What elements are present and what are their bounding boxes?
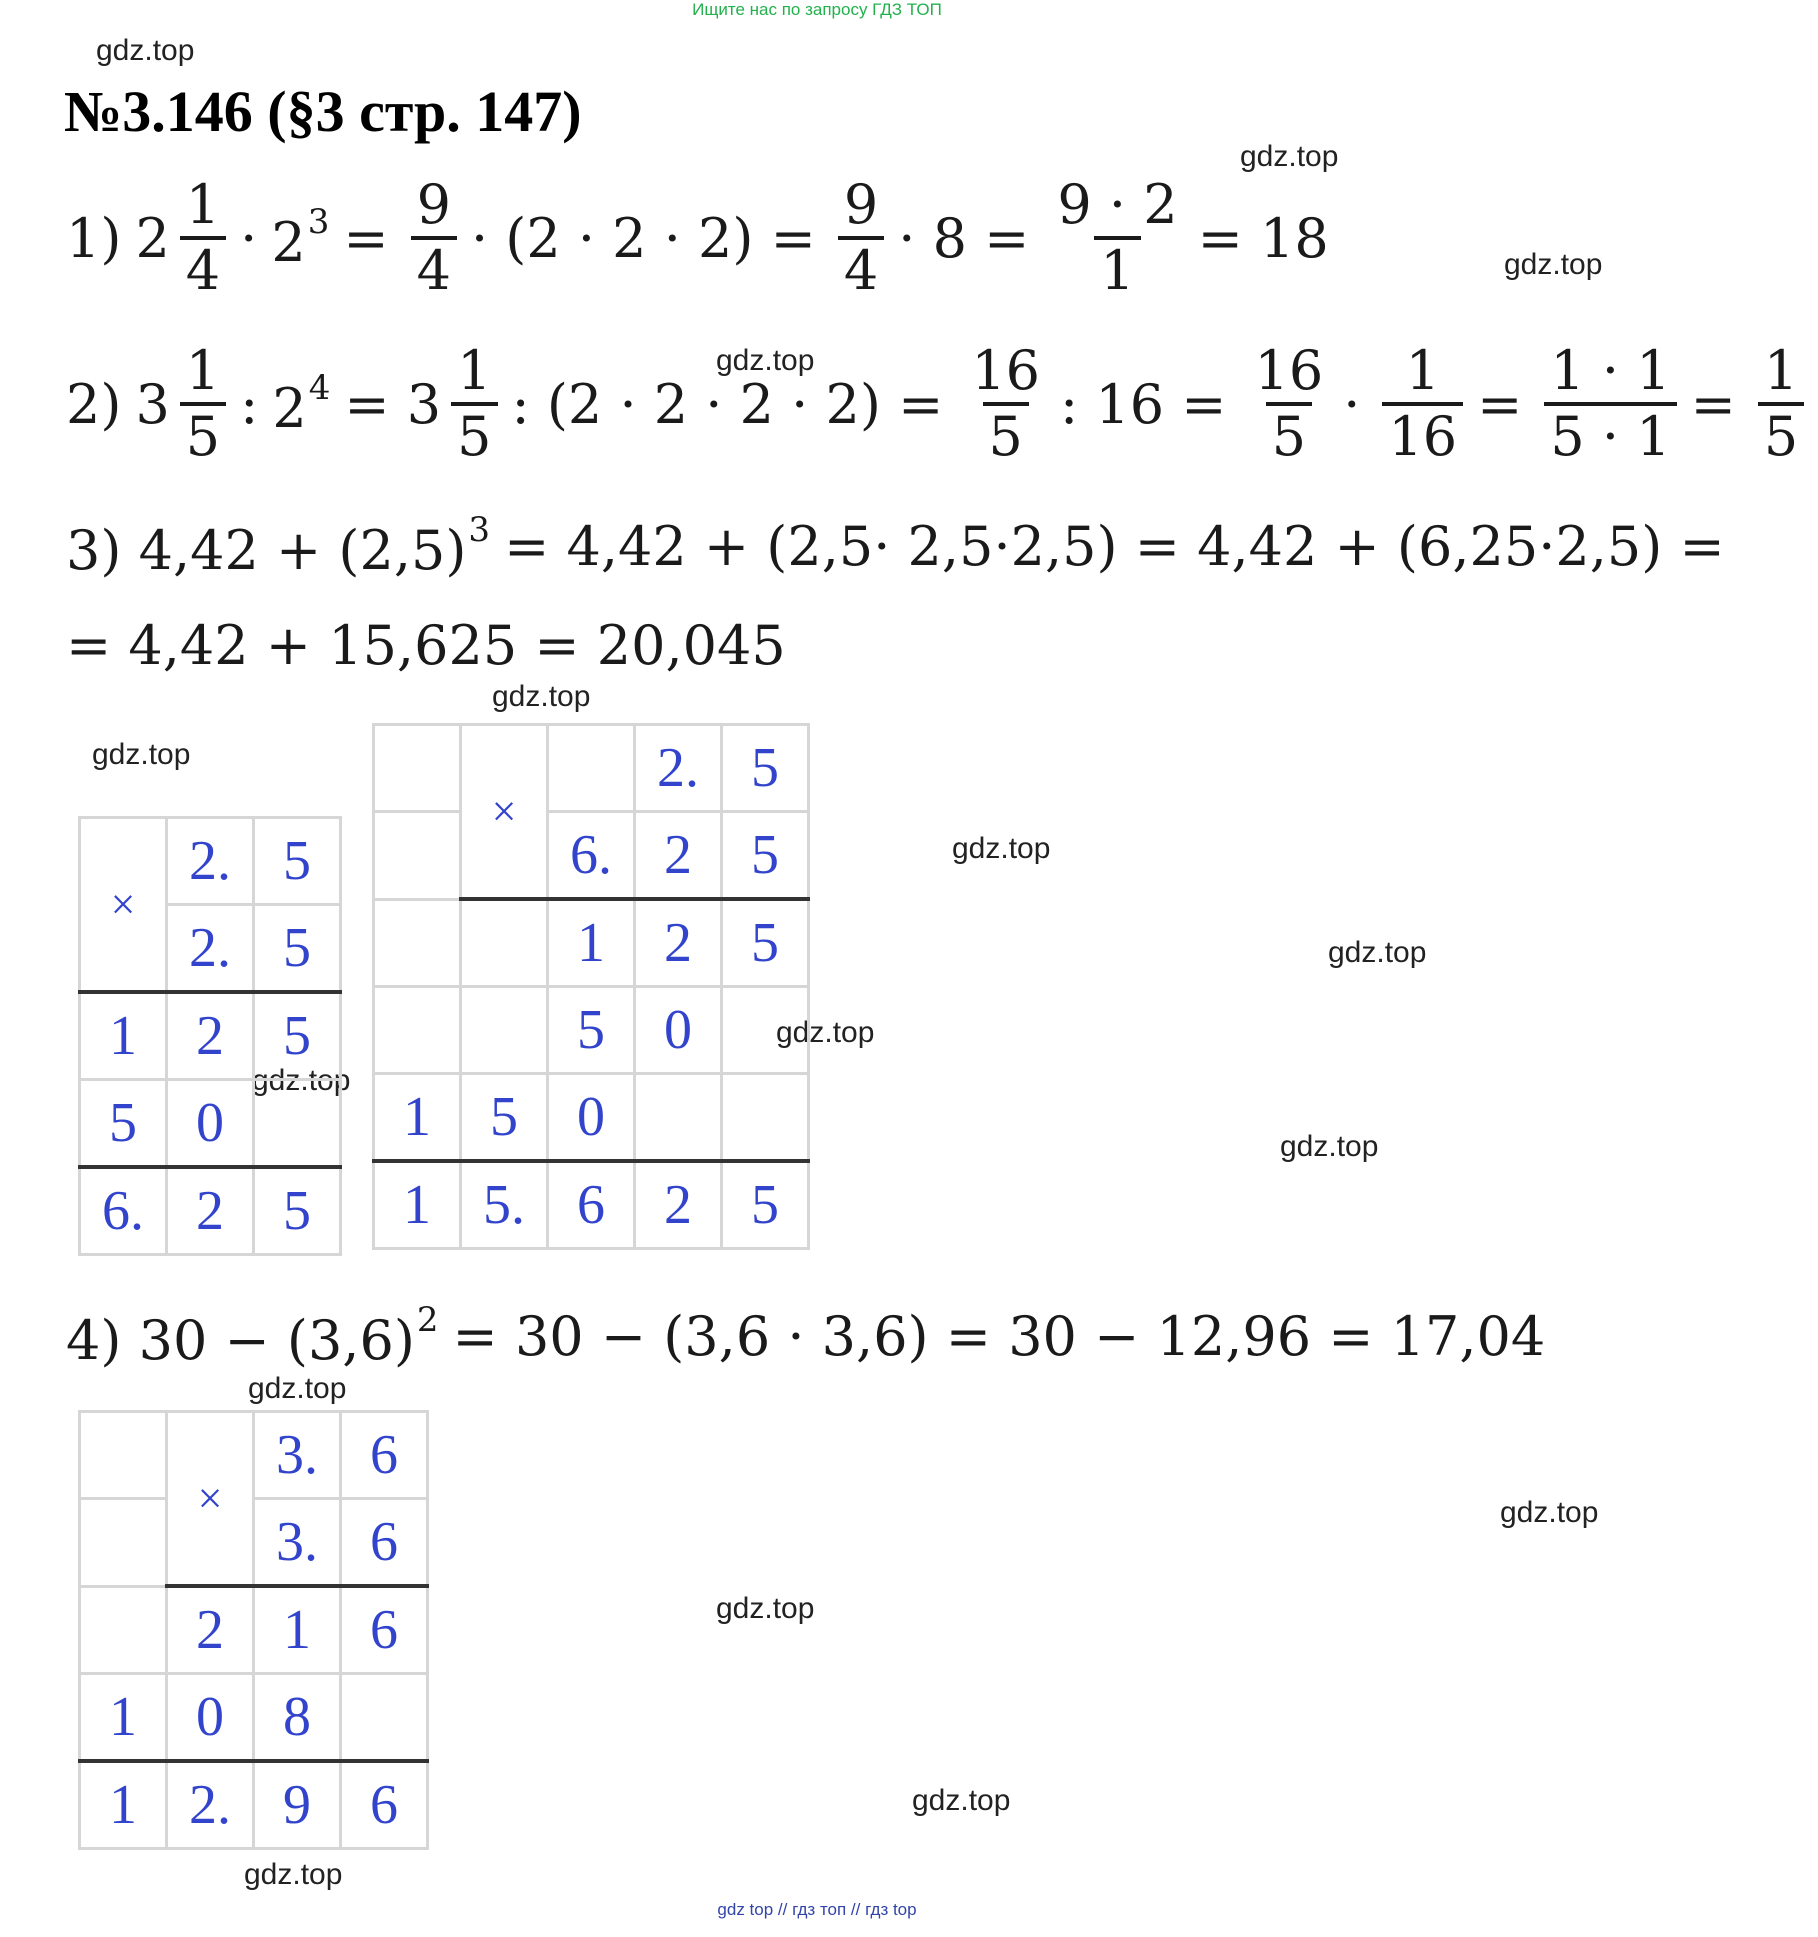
equation-4 xyxy=(66,1300,1559,1372)
watermark: gdz.top xyxy=(248,1372,347,1405)
grid-cell xyxy=(80,1586,167,1674)
fraction: $\frac{1}{5}$ xyxy=(451,344,497,464)
grid-cell: 5 xyxy=(722,899,809,987)
grid-cell xyxy=(80,1412,167,1499)
watermark: gdz.top xyxy=(716,344,815,377)
grid-cell: 1 xyxy=(254,1586,341,1674)
grid-cell: 2. xyxy=(167,818,254,905)
watermark: gdz.top xyxy=(1504,248,1603,281)
watermark: gdz.top xyxy=(252,1064,351,1097)
watermark: gdz.top xyxy=(776,1016,875,1049)
fraction: $\frac{1}{4}$ xyxy=(180,178,226,298)
operator: · xyxy=(240,206,258,270)
grid-cell: 6 xyxy=(341,1586,428,1674)
top-banner: Ищите нас по запросу ГДЗ ТОП xyxy=(692,0,942,19)
equation-text: · xyxy=(1343,372,1361,436)
grid-cell xyxy=(635,1074,722,1162)
grid-cell: 1 xyxy=(374,1161,461,1249)
fraction: $\frac{1 \cdot 1}{5 \cdot 1}$ xyxy=(1544,344,1676,464)
grid-cell xyxy=(374,899,461,987)
grid-cell: 6. xyxy=(80,1167,167,1255)
grid-cell: 5 xyxy=(254,818,341,905)
grid-cell: 1 xyxy=(80,1761,167,1849)
grid-cell: 6 xyxy=(341,1412,428,1499)
grid-cell xyxy=(461,899,548,987)
watermark: gdz.top xyxy=(912,1784,1011,1817)
watermark: gdz.top xyxy=(952,832,1051,865)
grid-cell xyxy=(374,725,461,812)
grid-cell: 2 xyxy=(167,992,254,1080)
grid-cell xyxy=(80,1499,167,1587)
grid-cell: 1 xyxy=(548,899,635,987)
grid-cell: 0 xyxy=(167,1080,254,1168)
grid-cell: 1 xyxy=(80,992,167,1080)
grid-cell xyxy=(722,987,809,1074)
grid-cell: 8 xyxy=(254,1674,341,1762)
grid-cell: 0 xyxy=(548,1074,635,1162)
grid-cell xyxy=(722,1074,809,1162)
equation-2 xyxy=(66,339,1818,468)
power: $2^3$ xyxy=(271,202,330,274)
grid-cell xyxy=(374,987,461,1074)
multiplication-grid-1 xyxy=(78,816,342,1256)
fraction: $\frac{1}{5}$ xyxy=(1758,344,1804,464)
multiply-sign: × xyxy=(461,725,548,900)
footer-links[interactable]: gdz top // гдз топ // гдз top xyxy=(717,1900,917,1919)
equation-text: = xyxy=(343,206,389,270)
grid-cell: 5 xyxy=(722,812,809,900)
multiply-sign: × xyxy=(167,1412,254,1587)
grid-cell: 1 xyxy=(80,1674,167,1762)
fraction: $\frac{9}{4}$ xyxy=(838,178,884,298)
equation-text: · (2 · 2 · 2) = xyxy=(470,206,816,270)
grid-cell: 5 xyxy=(461,1074,548,1162)
grid-cell: 6. xyxy=(548,812,635,900)
multiplication-grid-2 xyxy=(372,723,810,1250)
grid-cell: 5 xyxy=(722,725,809,812)
grid-cell xyxy=(254,1080,341,1168)
grid-cell: 5 xyxy=(254,905,341,993)
grid-cell xyxy=(341,1674,428,1762)
grid-cell: 0 xyxy=(635,987,722,1074)
watermark: gdz.top xyxy=(92,738,191,771)
grid-cell: 2. xyxy=(635,725,722,812)
grid-cell xyxy=(461,987,548,1074)
grid-cell: 3. xyxy=(254,1499,341,1587)
equation-text: = xyxy=(1477,372,1523,436)
equation-text: 4) $30 - (3,6)^2$ xyxy=(66,1300,439,1372)
grid-cell: 1 xyxy=(374,1074,461,1162)
equation-text: = 18 xyxy=(1197,206,1329,270)
equation-text: · 8 = xyxy=(898,206,1030,270)
grid-cell: 2 xyxy=(167,1586,254,1674)
watermark: gdz.top xyxy=(1328,936,1427,969)
watermark: gdz.top xyxy=(1240,140,1339,173)
fraction: $\frac{16}{5}$ xyxy=(1254,339,1324,468)
watermark: gdz.top xyxy=(492,680,591,713)
power: $2^4$ xyxy=(272,368,331,440)
item-label: 2) xyxy=(66,372,122,436)
equation-text: = 3 xyxy=(344,372,442,436)
fraction: $\frac{16}{5}$ xyxy=(971,339,1041,468)
equation-text: : 16 = xyxy=(1060,372,1227,436)
grid-cell: 2 xyxy=(635,812,722,900)
equation-3-continued: = 4,42 + 15,625 = 20,045 xyxy=(66,614,786,677)
grid-cell: 2 xyxy=(635,899,722,987)
grid-cell: 6 xyxy=(341,1499,428,1587)
equation-text: = 30 − (3,6 · 3,6) = 30 − 12,96 = 17,04 xyxy=(452,1304,1546,1368)
equation-3 xyxy=(66,510,1739,582)
equation-text: : (2 · 2 · 2 · 2) = xyxy=(511,372,944,436)
grid-cell: 2. xyxy=(167,1761,254,1849)
equation-text: = 4,42 + (2,5· 2,5·2,5) = 4,42 + (6,25·2,5) = xyxy=(504,514,1725,578)
grid-cell: 2. xyxy=(167,905,254,993)
fraction: $\frac{9}{4}$ xyxy=(411,178,457,298)
item-label: 1) xyxy=(66,206,122,270)
watermark: gdz.top xyxy=(96,34,195,67)
grid-cell: 5 xyxy=(254,992,341,1080)
page-title: №3.146 (§3 стр. 147) xyxy=(64,79,582,144)
grid-cell: 6 xyxy=(548,1161,635,1249)
watermark: gdz.top xyxy=(716,1592,815,1625)
grid-cell: 6 xyxy=(341,1761,428,1849)
whole-part: 3 xyxy=(135,372,170,436)
grid-cell xyxy=(548,725,635,812)
watermark: gdz.top xyxy=(244,1858,343,1891)
grid-cell: 2 xyxy=(167,1167,254,1255)
grid-cell xyxy=(374,812,461,900)
whole-part: 2 xyxy=(135,206,170,270)
fraction: $\frac{9 \cdot 2}{1}$ xyxy=(1057,173,1178,302)
fraction: $\frac{1}{16}$ xyxy=(1382,344,1463,464)
multiplication-grid-3 xyxy=(78,1410,429,1850)
watermark: gdz.top xyxy=(1500,1496,1599,1529)
grid-cell: 5. xyxy=(461,1161,548,1249)
multiply-sign: × xyxy=(80,818,167,993)
equation-1 xyxy=(66,173,1343,302)
grid-cell: 5 xyxy=(548,987,635,1074)
grid-cell: 3. xyxy=(254,1412,341,1499)
equation-text: 3) $4,42 + (2,5)^3$ xyxy=(66,510,491,582)
grid-cell: 9 xyxy=(254,1761,341,1849)
fraction: $\frac{1}{5}$ xyxy=(180,344,226,464)
grid-cell: 2 xyxy=(635,1161,722,1249)
watermark: gdz.top xyxy=(1280,1130,1379,1163)
grid-cell: 5 xyxy=(722,1161,809,1249)
operator: : xyxy=(240,372,259,436)
grid-cell: 0 xyxy=(167,1674,254,1762)
equation-text: = xyxy=(1690,372,1736,436)
grid-cell: 5 xyxy=(254,1167,341,1255)
grid-cell: 5 xyxy=(80,1080,167,1168)
